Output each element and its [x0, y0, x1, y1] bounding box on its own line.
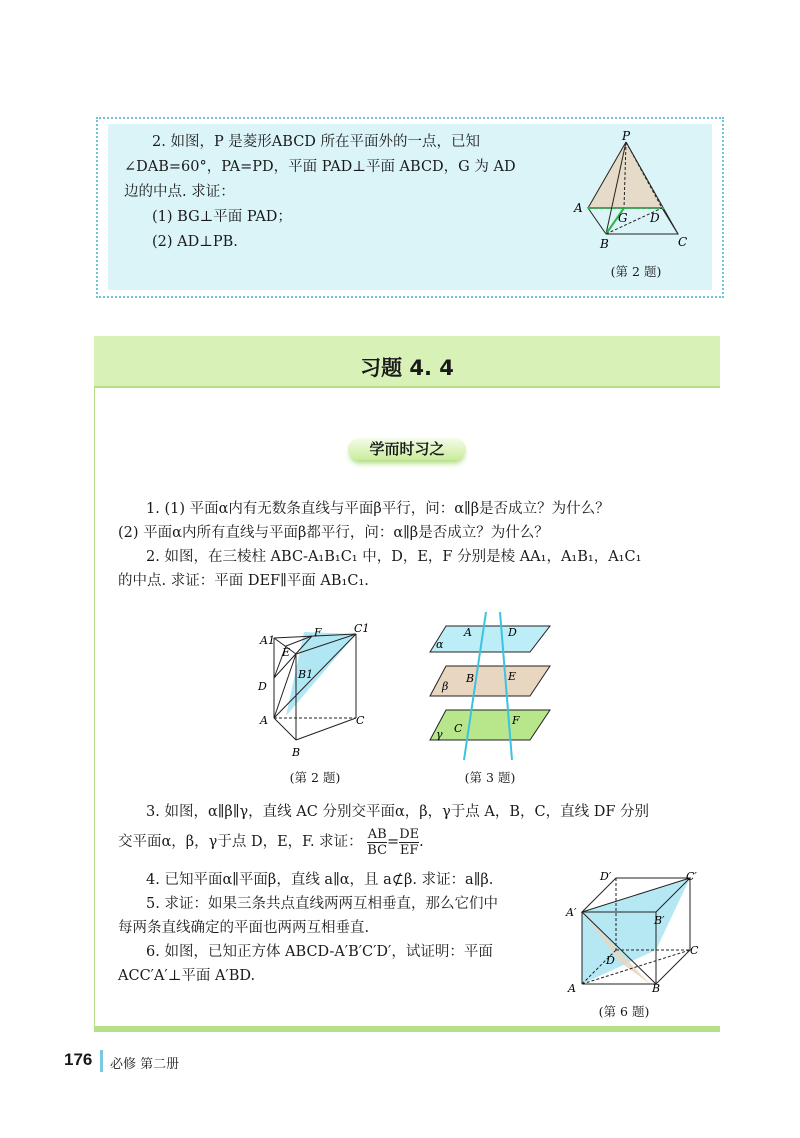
svg-text:γ: γ	[436, 728, 443, 741]
problem-line: 2. 如图，在三棱柱 ABC-A₁B₁C₁ 中，D，E，F 分别是棱 AA₁，A₁B₁，A₁C₁	[146, 549, 642, 565]
problem-line: 交平面α，β，γ于点 D，E，F. 求证： $\frac{AB}{BC}$ = $\frac{DE}{EF}$ .	[118, 826, 424, 858]
svg-text:B: B	[600, 237, 609, 251]
svg-text:B′: B′	[654, 914, 665, 927]
problem-line: 5. 求证：如果三条共点直线两两互相垂直，那么它们中	[146, 896, 498, 912]
exercise-text	[124, 130, 576, 255]
svg-text:P: P	[622, 130, 631, 143]
problem-line: (2) 平面α内所有直线与平面β都平行，问：α∥β是否成立？为什么？	[118, 525, 549, 541]
exercise-line: 边的中点. 求证：	[124, 184, 235, 200]
exercise-line: ∠DAB=60°，PA=PD，平面 PAD⊥平面 ABCD，G 为 AD	[124, 159, 516, 175]
svg-text:β: β	[442, 680, 449, 693]
problem-text: 交平面α，β，γ于点 D，E，F. 求证：	[118, 834, 363, 850]
svg-text:B: B	[466, 672, 475, 685]
svg-text:D: D	[606, 954, 615, 967]
svg-text:A′: A′	[566, 906, 577, 919]
svg-text:D: D	[508, 626, 517, 639]
svg-text:A: A	[574, 201, 583, 215]
svg-text:B1: B1	[298, 668, 314, 681]
exercise-item: (2) AD⊥PB.	[152, 234, 238, 250]
fraction-numerator: AB	[367, 826, 387, 842]
svg-text:E: E	[508, 670, 517, 683]
svg-text:B: B	[292, 746, 301, 759]
problems-1-2	[118, 497, 698, 593]
svg-text:G: G	[618, 211, 628, 225]
svg-text:E: E	[282, 646, 291, 659]
fraction	[399, 827, 419, 858]
svg-text:D: D	[650, 211, 660, 225]
problem-line: 3. 如图，α∥β∥γ，直线 AC 分别交平面α，β，γ于点 A，B，C，直线 DF 分别	[146, 804, 650, 820]
fraction	[367, 827, 387, 858]
svg-text:C: C	[690, 944, 699, 957]
svg-text:F: F	[314, 626, 322, 639]
parallel-planes-figure	[428, 610, 553, 764]
exercise-line: 2. 如图，P 是菱形ABCD 所在平面外的一点，已知	[152, 134, 481, 150]
section-badge: 学而时习之	[348, 438, 466, 460]
svg-text:C: C	[454, 722, 463, 735]
problem-line: 6. 如图，已知正方体 ABCD-A′B′C′D′，试证明：平面	[146, 944, 493, 960]
fraction-denominator: BC	[367, 842, 388, 858]
problem-line: 每两条直线确定的平面也两两互相垂直.	[118, 920, 370, 936]
svg-text:C1: C1	[354, 622, 370, 635]
section-bottom-bar	[94, 1026, 720, 1032]
svg-text:B: B	[652, 982, 661, 995]
svg-text:D: D	[258, 680, 267, 693]
problem-line: 的中点. 求证：平面 DEF∥平面 AB₁C₁.	[118, 573, 369, 589]
svg-text:A1: A1	[260, 634, 275, 647]
pyramid-figure	[566, 130, 700, 254]
svg-text:C: C	[678, 235, 688, 249]
figure-caption: (第 2 题)	[289, 770, 341, 785]
svg-text:D′: D′	[600, 870, 612, 883]
fraction-denominator: EF	[399, 842, 419, 858]
exercise-item: (1) BG⊥平面 PAD；	[152, 209, 292, 225]
problem-line: ACC′A′⊥平面 A′BD.	[118, 968, 256, 984]
fraction-numerator: DE	[399, 826, 420, 842]
figure-caption: (第 3 题)	[464, 770, 516, 785]
page-number: 176	[64, 1050, 93, 1069]
svg-text:A: A	[260, 714, 268, 727]
figure-caption: (第 2 题)	[610, 264, 662, 279]
svg-text:C′: C′	[686, 870, 697, 883]
book-title: 必修 第二册	[110, 1057, 180, 1072]
problem-line: 1. (1) 平面α内有无数条直线与平面β平行，问：α∥β是否成立？为什么？	[146, 501, 610, 517]
svg-text:C: C	[356, 714, 365, 727]
svg-text:α: α	[436, 638, 444, 651]
svg-text:A: A	[568, 982, 576, 995]
svg-text:F: F	[512, 714, 520, 727]
problems-4-6	[118, 868, 548, 988]
footer-divider	[100, 1050, 103, 1072]
problem-3	[118, 800, 718, 860]
cube-figure	[564, 868, 704, 996]
section-title: 习题 4. 4	[360, 356, 454, 380]
figure-caption: (第 6 题)	[598, 1004, 650, 1019]
prism-figure	[252, 622, 382, 762]
svg-text:A: A	[464, 626, 472, 639]
problem-line: 4. 已知平面α∥平面β，直线 a∥α，且 a⊄β. 求证：a∥β.	[146, 872, 494, 888]
